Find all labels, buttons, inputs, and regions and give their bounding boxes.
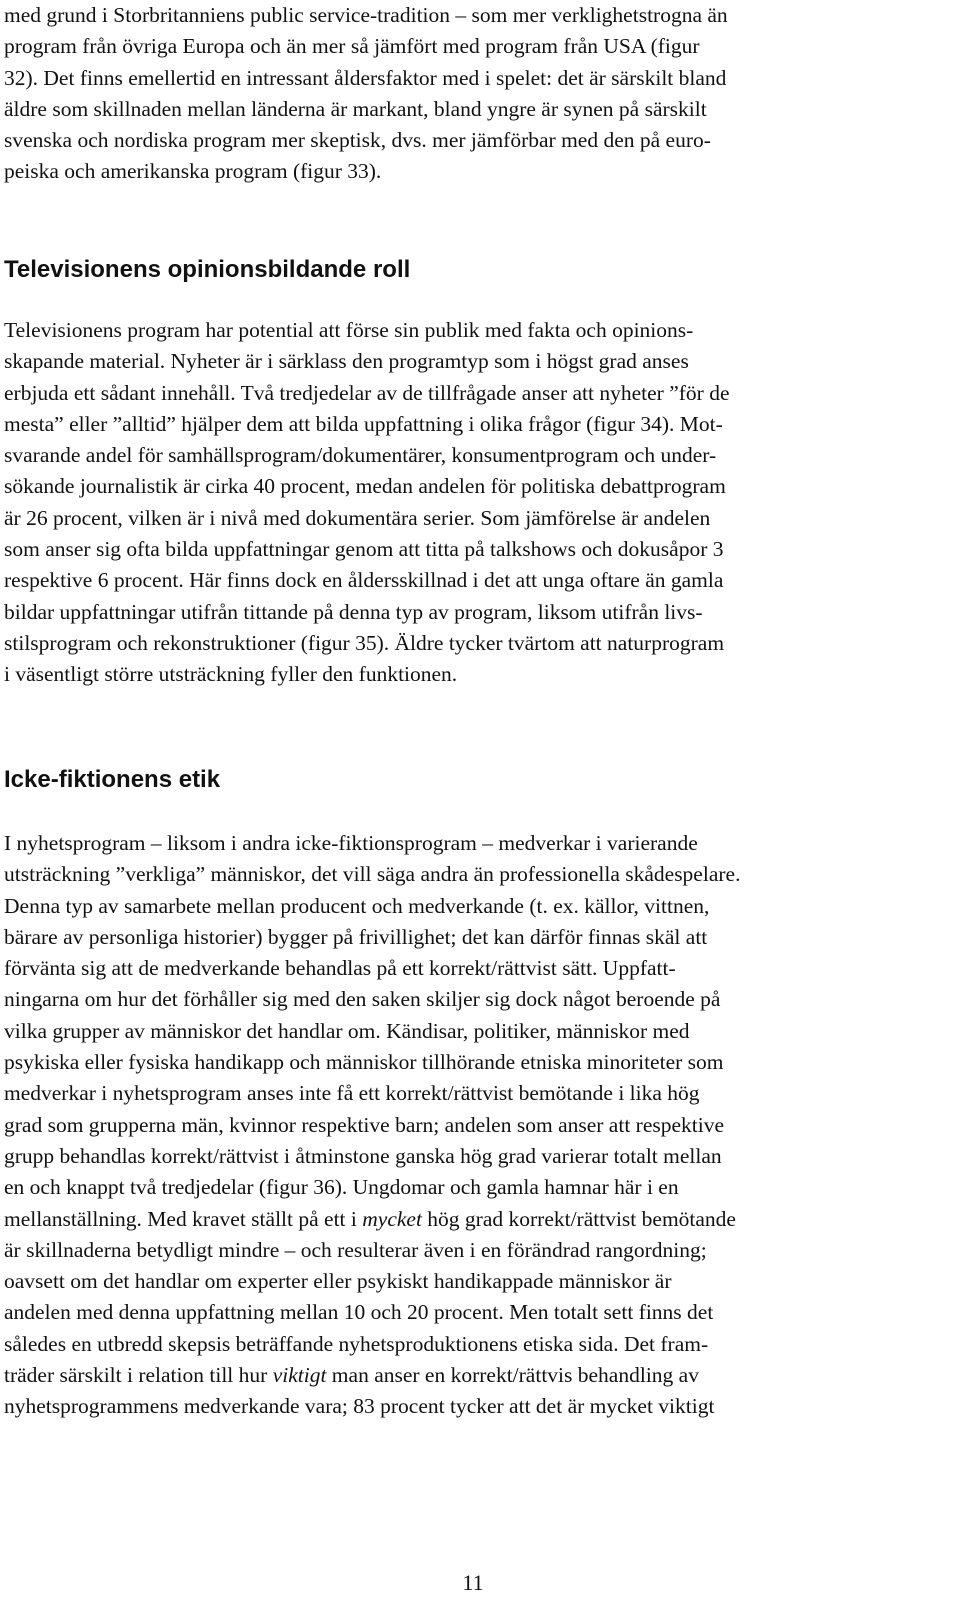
text-line: som anser sig ofta bilda uppfattningar genom att titta på talkshows och dokusåpor 3 (4, 537, 724, 562)
text-line: ningarna om hur det förhåller sig med den saken skiljer sig dock något beroende på (4, 987, 721, 1012)
text-line: bildar uppfattningar utifrån tittande på denna typ av program, liksom utifrån livs- (4, 599, 703, 624)
text-line: sökande journalistik är cirka 40 procent, medan andelen för politiska debattprogram (4, 474, 726, 499)
emphasis-text: mycket (362, 1206, 422, 1231)
text-line: är 26 procent, vilken är i nivå med dokumentära serier. Som jämförelse är andelen (4, 505, 711, 530)
text-line: Denna typ av samarbete mellan producent och medverkande (t. ex. källor, vittnen, (4, 893, 710, 918)
text-line: i väsentligt större utsträckning fyller den funktionen. (4, 662, 458, 687)
paragraph-intro (4, 0, 930, 188)
text-line: grad som grupperna män, kvinnor respektive barn; andelen som anser att respektive (4, 1112, 725, 1137)
text-line: bärare av personliga historier) bygger på frivillighet; det kan därför finnas skäl att (4, 924, 708, 949)
text-line: svarande andel för samhällsprogram/dokumentärer, konsumentprogram och under- (4, 443, 717, 468)
text-line-part: träder särskilt i relation till hur (4, 1363, 273, 1388)
text-line-part: mellanställning. Med kravet ställt på ett i (4, 1206, 363, 1231)
text-line: 32). Det finns emellertid en intressant åldersfaktor med i spelet: det är särskilt bland (4, 65, 727, 90)
text-line: äldre som skillnaden mellan länderna är markant, bland yngre är synen på särskilt (4, 96, 707, 121)
text-line: utsträckning ”verkliga” människor, det vill säga andra än professionella skådespelare. (4, 862, 741, 887)
text-line: svenska och nordiska program mer skeptisk, dvs. mer jämförbar med den på euro- (4, 128, 711, 153)
text-line: med grund i Storbritanniens public service-tradition – som mer verklighetstrogna än (4, 3, 728, 27)
text-line: Televisionens program har potential att förse sin publik med fakta och opinions- (4, 318, 694, 342)
text-line: mesta” eller ”alltid” hjälper dem att bilda uppfattning i olika frågor (figur 34). Mot- (4, 411, 723, 436)
section-heading-opinion: Televisionens opinionsbildande roll (4, 256, 411, 283)
text-line: vilka grupper av människor det handlar om. Kändisar, politiker, människor med (4, 1018, 690, 1043)
text-line: respektive 6 procent. Här finns dock en åldersskillnad i det att unga oftare än gamla (4, 568, 724, 593)
text-line: grupp behandlas korrekt/rättvist i åtminstone ganska hög grad varierar totalt mellan (4, 1143, 722, 1168)
text-line: nyhetsprogrammens medverkande vara; 83 procent tycker att det är mycket viktigt (4, 1394, 715, 1419)
text-line: peiska och amerikanska program (figur 33). (4, 159, 382, 184)
text-line: en och knappt två tredjedelar (figur 36). Ungdomar och gamla hamnar här i en (4, 1175, 679, 1200)
text-line: skapande material. Nyheter är i särklass den programtyp som i högst grad anses (4, 349, 689, 374)
text-line: förvänta sig att de medverkande behandlas på ett korrekt/rättvist sätt. Uppfatt- (4, 956, 676, 981)
text-line: psykiska eller fysiska handikapp och människor tillhörande etniska minoriteter som (4, 1050, 724, 1075)
text-line: stilsprogram och rekonstruktioner (figur 35). Äldre tycker tvärtom att naturprogram (4, 630, 725, 655)
text-line: medverkar i nyhetsprogram anses inte få ett korrekt/rättvist bemötande i lika hög (4, 1081, 700, 1106)
paragraph-opinion (4, 315, 930, 691)
text-line-part: hög grad korrekt/rättvist bemötande (421, 1206, 736, 1231)
text-line-part: man anser en korrekt/rättvis behandling av (326, 1363, 699, 1388)
text-line: är skillnaderna betydligt mindre – och resulterar även i en förändrad rangordning; (4, 1237, 707, 1262)
text-line: program från övriga Europa och än mer så jämfört med program från USA (figur (4, 34, 700, 59)
text-line: erbjuda ett sådant innehåll. Två tredjedelar av de tillfrågade anser att nyheter ”för de (4, 380, 730, 405)
page-number: 11 (462, 1570, 484, 1595)
paragraph-ethics (4, 828, 930, 1423)
text-line: således en utbredd skepsis beträffande nyhetsproduktionens etiska sida. Det fram- (4, 1331, 709, 1356)
text-line: andelen med denna uppfattning mellan 10 och 20 procent. Men totalt sett finns det (4, 1300, 714, 1325)
text-line: I nyhetsprogram – liksom i andra icke-fiktionsprogram – medverkar i varierande (4, 831, 698, 855)
emphasis-text: viktigt (272, 1363, 327, 1388)
section-heading-ethics: Icke-fiktionens etik (4, 766, 221, 793)
text-line: oavsett om det handlar om experter eller psykiskt handikappade människor är (4, 1269, 672, 1294)
